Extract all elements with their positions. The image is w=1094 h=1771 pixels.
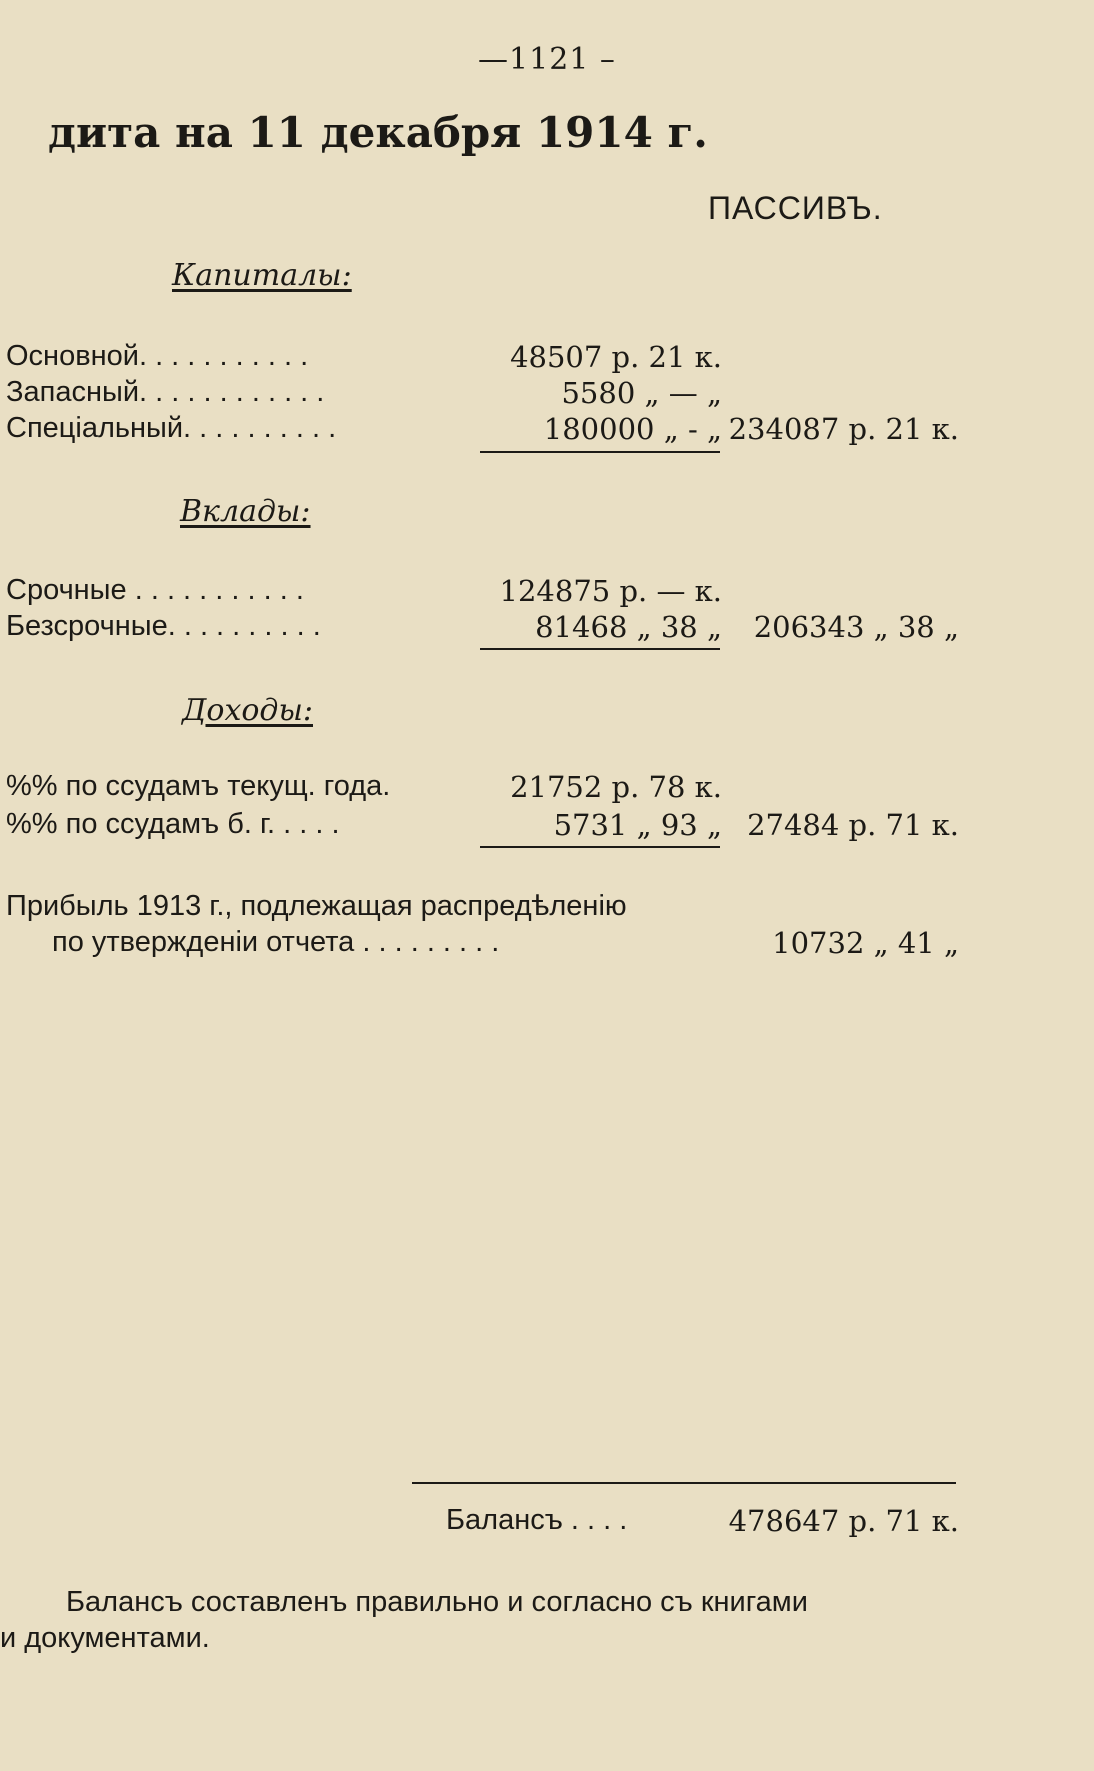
section-capitals: Капиталы: [172, 258, 352, 293]
balance-label: Балансъ . . . . [446, 1504, 628, 1536]
row-amount: 124875 р. — к. [499, 574, 722, 608]
income-row [0, 770, 1094, 806]
section-income: Доходы: [182, 693, 313, 728]
row-amount: 48507 р. 21 к. [510, 340, 722, 374]
profit-total: 10732 „ 41 „ [772, 926, 959, 960]
row-label: Срочные . . . . . . . . . . . [6, 574, 304, 606]
profit-row [0, 890, 1094, 926]
income-row [0, 808, 1094, 844]
balance-total: 478647 р. 71 к. [728, 1504, 959, 1538]
deposits-row [0, 610, 1094, 646]
row-amount: 5731 „ 93 „ [553, 808, 722, 842]
row-total: 234087 р. 21 к. [728, 412, 959, 446]
row-label: Безсрочные. . . . . . . . . . [6, 610, 321, 642]
row-label: %% по ссудамъ текущ. года. [6, 770, 391, 802]
section-deposits: Вклады: [180, 494, 311, 529]
subtotal-rule [480, 846, 720, 848]
balance-rule [412, 1482, 956, 1484]
row-amount: 21752 р. 78 к. [510, 770, 722, 804]
footer-line2: и документами. [0, 1622, 210, 1654]
profit-label-line2: по утвержденіи отчета . . . . . . . . . [52, 926, 500, 958]
capitals-row [0, 412, 1094, 448]
row-amount: 180000 „ - „ [543, 412, 722, 446]
subtotal-rule [480, 648, 720, 650]
row-label: %% по ссудамъ б. г. . . . . [6, 808, 340, 840]
row-label: Запасный. . . . . . . . . . . . [6, 376, 325, 408]
row-total: 27484 р. 71 к. [747, 808, 959, 842]
row-amount: 5580 „ — „ [561, 376, 722, 410]
row-total: 206343 „ 38 „ [753, 610, 959, 644]
footer-line1: Балансъ составленъ правильно и согласно съ книгами [66, 1586, 808, 1618]
row-label: Основной. . . . . . . . . . . [6, 340, 309, 372]
deposits-row [0, 574, 1094, 610]
subtotal-rule [480, 451, 720, 453]
profit-label-line1: Прибыль 1913 г., подлежащая распредѣленію [6, 890, 627, 922]
row-label: Спеціальный. . . . . . . . . . [6, 412, 337, 444]
capitals-row [0, 340, 1094, 376]
row-amount: 81468 „ 38 „ [535, 610, 722, 644]
liabilities-heading: ПАССИВЪ. [708, 190, 883, 226]
profit-row [0, 926, 1094, 962]
page-title: дита на 11 декабря 1914 г. [48, 108, 708, 157]
page-number: —1121 – [478, 42, 616, 77]
capitals-row [0, 376, 1094, 412]
balance-row [0, 1504, 1094, 1540]
